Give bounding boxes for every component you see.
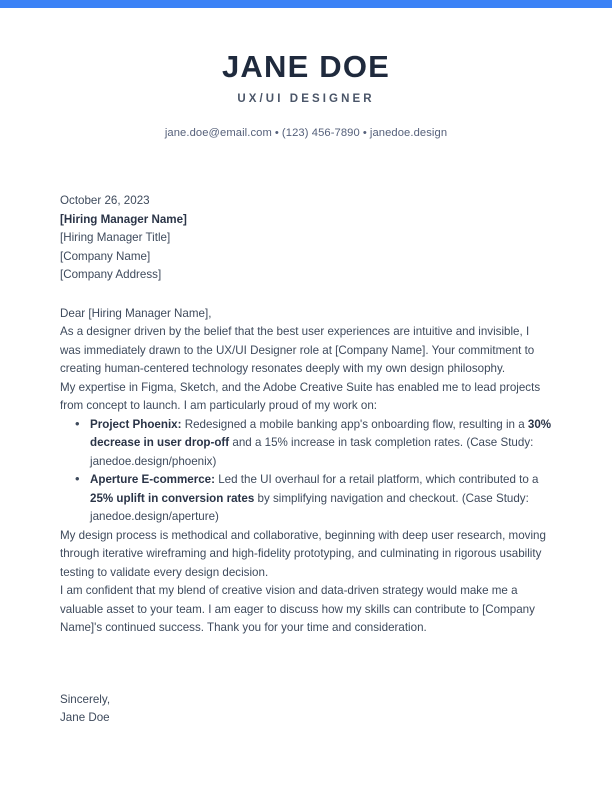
- company-address: [Company Address]: [60, 268, 162, 282]
- achievements-list: [60, 416, 552, 527]
- signoff-signature: Jane Doe: [60, 711, 110, 725]
- contact-separator-1: •: [274, 127, 279, 140]
- signoff-block: [60, 691, 552, 728]
- address-block: [60, 192, 552, 285]
- bullet-text-after: and a 15% increase in task completion rates. (Case Study: janedoe.design/phoenix): [90, 436, 534, 468]
- bullet-text-after: by simplifying navigation and checkout. (Case Study: janedoe.design/aperture): [90, 491, 529, 524]
- letter-header: [0, 8, 612, 139]
- letter-body: [0, 192, 612, 728]
- letter-date: October 26, 2023: [60, 194, 150, 208]
- page-title: JANE DOE: [221, 49, 391, 84]
- paragraph-process: My design process is methodical and collaborative, beginning with deep user research, moving through iterative wireframing and high-fidelity prototyping, and culminating in rigorous usability testing to validate every design decision.: [60, 528, 546, 579]
- company-name: [Company Name]: [60, 249, 151, 263]
- bullet-highlight: 25% uplift in conversion rates: [90, 491, 255, 505]
- salutation: Dear [Hiring Manager Name],: [60, 306, 212, 320]
- recipient-name: [Hiring Manager Name]: [60, 212, 187, 226]
- bullet-highlight: 30% decrease in user drop-off: [90, 417, 552, 450]
- signoff-closing: Sincerely,: [60, 692, 111, 706]
- recipient-title: [Hiring Manager Title]: [60, 231, 171, 245]
- bullet-text-before: Redesigned a mobile banking app's onboarding flow, resulting in a: [181, 417, 528, 431]
- list-item: [60, 416, 552, 472]
- paragraph-closing: I am confident that my blend of creative vision and data-driven strategy would make me a valuable asset to your team. I am eager to discuss how my skills can contribute to [Company Name]'s continued success. Thank you for your time and consideration.: [60, 584, 535, 635]
- contact-phone[interactable]: (123) 456-7890: [281, 127, 360, 140]
- accent-top-bar: [0, 0, 612, 8]
- paragraph-expertise: My expertise in Figma, Sketch, and the Adobe Creative Suite has enabled me to lead projects from concept to launch. I am particularly proud of my work on:: [60, 380, 541, 413]
- contact-separator-2: •: [362, 127, 367, 140]
- contact-website[interactable]: janedoe.design: [369, 127, 448, 140]
- bullet-title: Aperture E-commerce:: [90, 473, 215, 487]
- bullet-text-before: Led the UI overhaul for a retail platform, which contributed to a: [215, 473, 539, 487]
- list-item: [60, 471, 552, 527]
- bullet-title: Project Phoenix:: [90, 417, 182, 431]
- contact-line: [0, 127, 612, 139]
- paragraph-intro: As a designer driven by the belief that the best user experiences are intuitive and invisible, I was immediately drawn to the UX/UI Designer role at [Company Name]. Your commitment to creating human-centered technology resonates deeply with my own design philosophy.: [60, 325, 535, 376]
- contact-email[interactable]: jane.doe@email.com: [164, 127, 272, 140]
- job-title-subtitle: UX/UI DESIGNER: [237, 93, 375, 106]
